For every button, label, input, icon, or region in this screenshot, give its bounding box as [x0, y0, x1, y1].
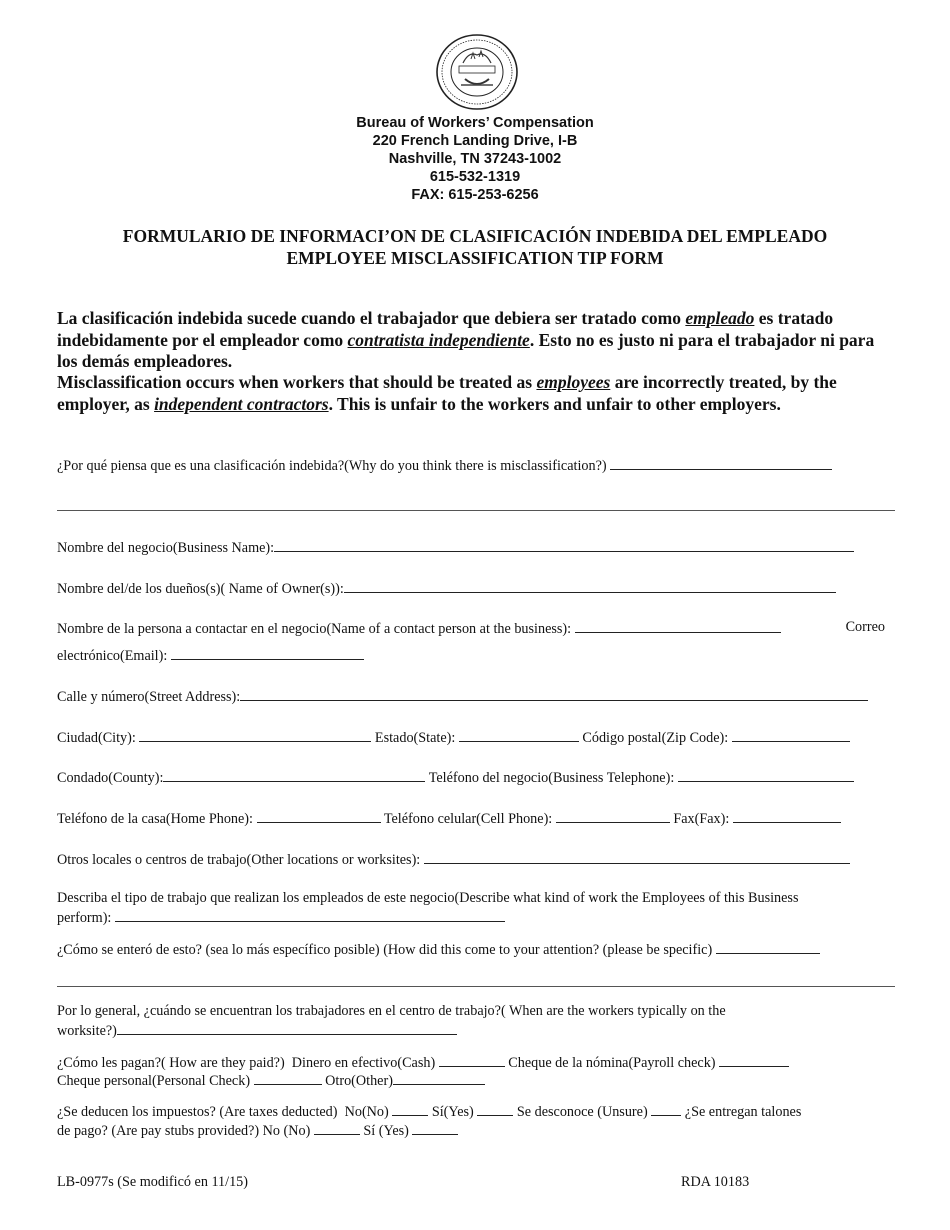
business-name-input[interactable] — [274, 537, 854, 552]
email-field: electrónico(Email): — [57, 645, 364, 665]
street-address-input[interactable] — [240, 686, 868, 701]
payroll-check-input[interactable] — [719, 1052, 789, 1067]
form-number: LB-0977s (Se modificó en 11/15) — [57, 1174, 248, 1190]
taxes-no-input[interactable] — [392, 1101, 428, 1116]
personal-check-input[interactable] — [254, 1070, 322, 1085]
emphasis-contractors: independent contractors — [154, 393, 329, 414]
attention-field: ¿Cómo se enteró de esto? (sea lo más específico posible) (How did this come to your attention? (please be specific) — [57, 939, 820, 959]
intro-english: Misclassification occurs when workers that should be treated as employees are incorrectly treated, by the employer, as independent contractors. This is unfair to the workers and unfair to other employers. — [57, 372, 837, 414]
street-address-field: Calle y número(Street Address): — [57, 686, 868, 706]
state-input[interactable] — [459, 727, 579, 742]
answer-line[interactable] — [57, 986, 895, 987]
when-input[interactable] — [117, 1020, 457, 1035]
rda-number: RDA 10183 — [681, 1174, 750, 1190]
stubs-yes-input[interactable] — [412, 1120, 458, 1135]
other-pay-input[interactable] — [393, 1070, 485, 1085]
work-type-label: Describa el tipo de trabajo que realizan los empleados de este negocio(Describe what kind of work the Employees of this Business — [57, 890, 799, 906]
contact-person-input[interactable] — [575, 618, 781, 633]
intro-spanish: La clasificación indebida sucede cuando el trabajador que debiera ser tratado como empleado es tratado indebidamente por el empleador como contratista independiente. Esto no es justo ni para el trabajador ni para los demás empleadores. — [57, 308, 875, 371]
pay-method-row: ¿Cómo les pagan?( How are they paid?) Dinero en efectivo(Cash) Cheque de la nómina(Payroll check) — [57, 1052, 789, 1072]
pay-method-row-2: Cheque personal(Personal Check) Otro(Other) — [57, 1070, 485, 1090]
other-locations-field: Otros locales o centros de trabajo(Other locations or worksites): — [57, 849, 850, 869]
zip-input[interactable] — [732, 727, 850, 742]
business-name-field: Nombre del negocio(Business Name): — [57, 537, 854, 557]
agency-name: Bureau of Workers’ Compensation — [356, 115, 594, 131]
email-input[interactable] — [171, 645, 364, 660]
work-type-field: perform): — [57, 907, 505, 927]
form-title-english: EMPLOYEE MISCLASSIFICATION TIP FORM — [286, 248, 664, 268]
why-misclassification-field: ¿Por qué piensa que es una clasificación indebida?(Why do you think there is misclassification?) — [57, 455, 832, 475]
taxes-unsure-input[interactable] — [651, 1101, 681, 1116]
form-title-spanish: FORMULARIO DE INFORMACI’ON DE CLASIFICACIÓN INDEBIDA DEL EMPLEADO — [122, 226, 828, 246]
city-input[interactable] — [139, 727, 371, 742]
emphasis-employees: employees — [536, 372, 611, 392]
agency-phone: 615-532-1319 — [429, 169, 521, 185]
county-phone-row: Condado(County): Teléfono del negocio(Business Telephone): — [57, 767, 854, 787]
phones-row: Teléfono de la casa(Home Phone): Teléfono celular(Cell Phone): Fax(Fax): — [57, 808, 841, 828]
emphasis-empleado: empleado — [685, 308, 755, 328]
agency-address-line1: 220 French Landing Drive, I-B — [372, 133, 578, 149]
other-locations-input[interactable] — [424, 849, 850, 864]
contact-person-field: Nombre de la persona a contactar en el negocio(Name of a contact person at the business): Correo — [57, 619, 885, 637]
city-state-zip-row: Ciudad(City): Estado(State): Código postal(Zip Code): — [57, 727, 850, 747]
county-input[interactable] — [163, 767, 425, 782]
agency-fax: FAX: 615-253-6256 — [411, 187, 539, 203]
stubs-no-input[interactable] — [314, 1120, 360, 1135]
home-phone-input[interactable] — [257, 808, 381, 823]
why-misclassification-input[interactable] — [610, 455, 832, 470]
emphasis-contratista: contratista independiente — [347, 329, 530, 350]
cell-phone-input[interactable] — [556, 808, 670, 823]
answer-line[interactable] — [57, 510, 895, 511]
cash-input[interactable] — [439, 1052, 505, 1067]
owner-name-field: Nombre del/de los dueños(s)( Name of Owner(s)): — [57, 578, 836, 598]
attention-input[interactable] — [716, 939, 820, 954]
pay-stubs-row: de pago? (Are pay stubs provided?) No (No) Sí (Yes) — [57, 1120, 458, 1140]
fax-input[interactable] — [733, 808, 841, 823]
business-phone-input[interactable] — [678, 767, 854, 782]
taxes-yes-input[interactable] — [477, 1101, 513, 1116]
when-label: Por lo general, ¿cuándo se encuentran los trabajadores en el centro de trabajo?( When are the workers typically on the — [57, 1003, 726, 1019]
taxes-row: ¿Se deducen los impuestos? (Are taxes deducted) No(No) Sí(Yes) Se desconoce (Unsure) ¿Se entregan talones — [57, 1101, 801, 1121]
owner-name-input[interactable] — [344, 578, 836, 593]
state-seal-icon — [435, 33, 519, 111]
work-type-input[interactable] — [115, 907, 505, 922]
when-field: worksite?) — [57, 1020, 457, 1040]
agency-address-line2: Nashville, TN 37243-1002 — [388, 151, 562, 167]
